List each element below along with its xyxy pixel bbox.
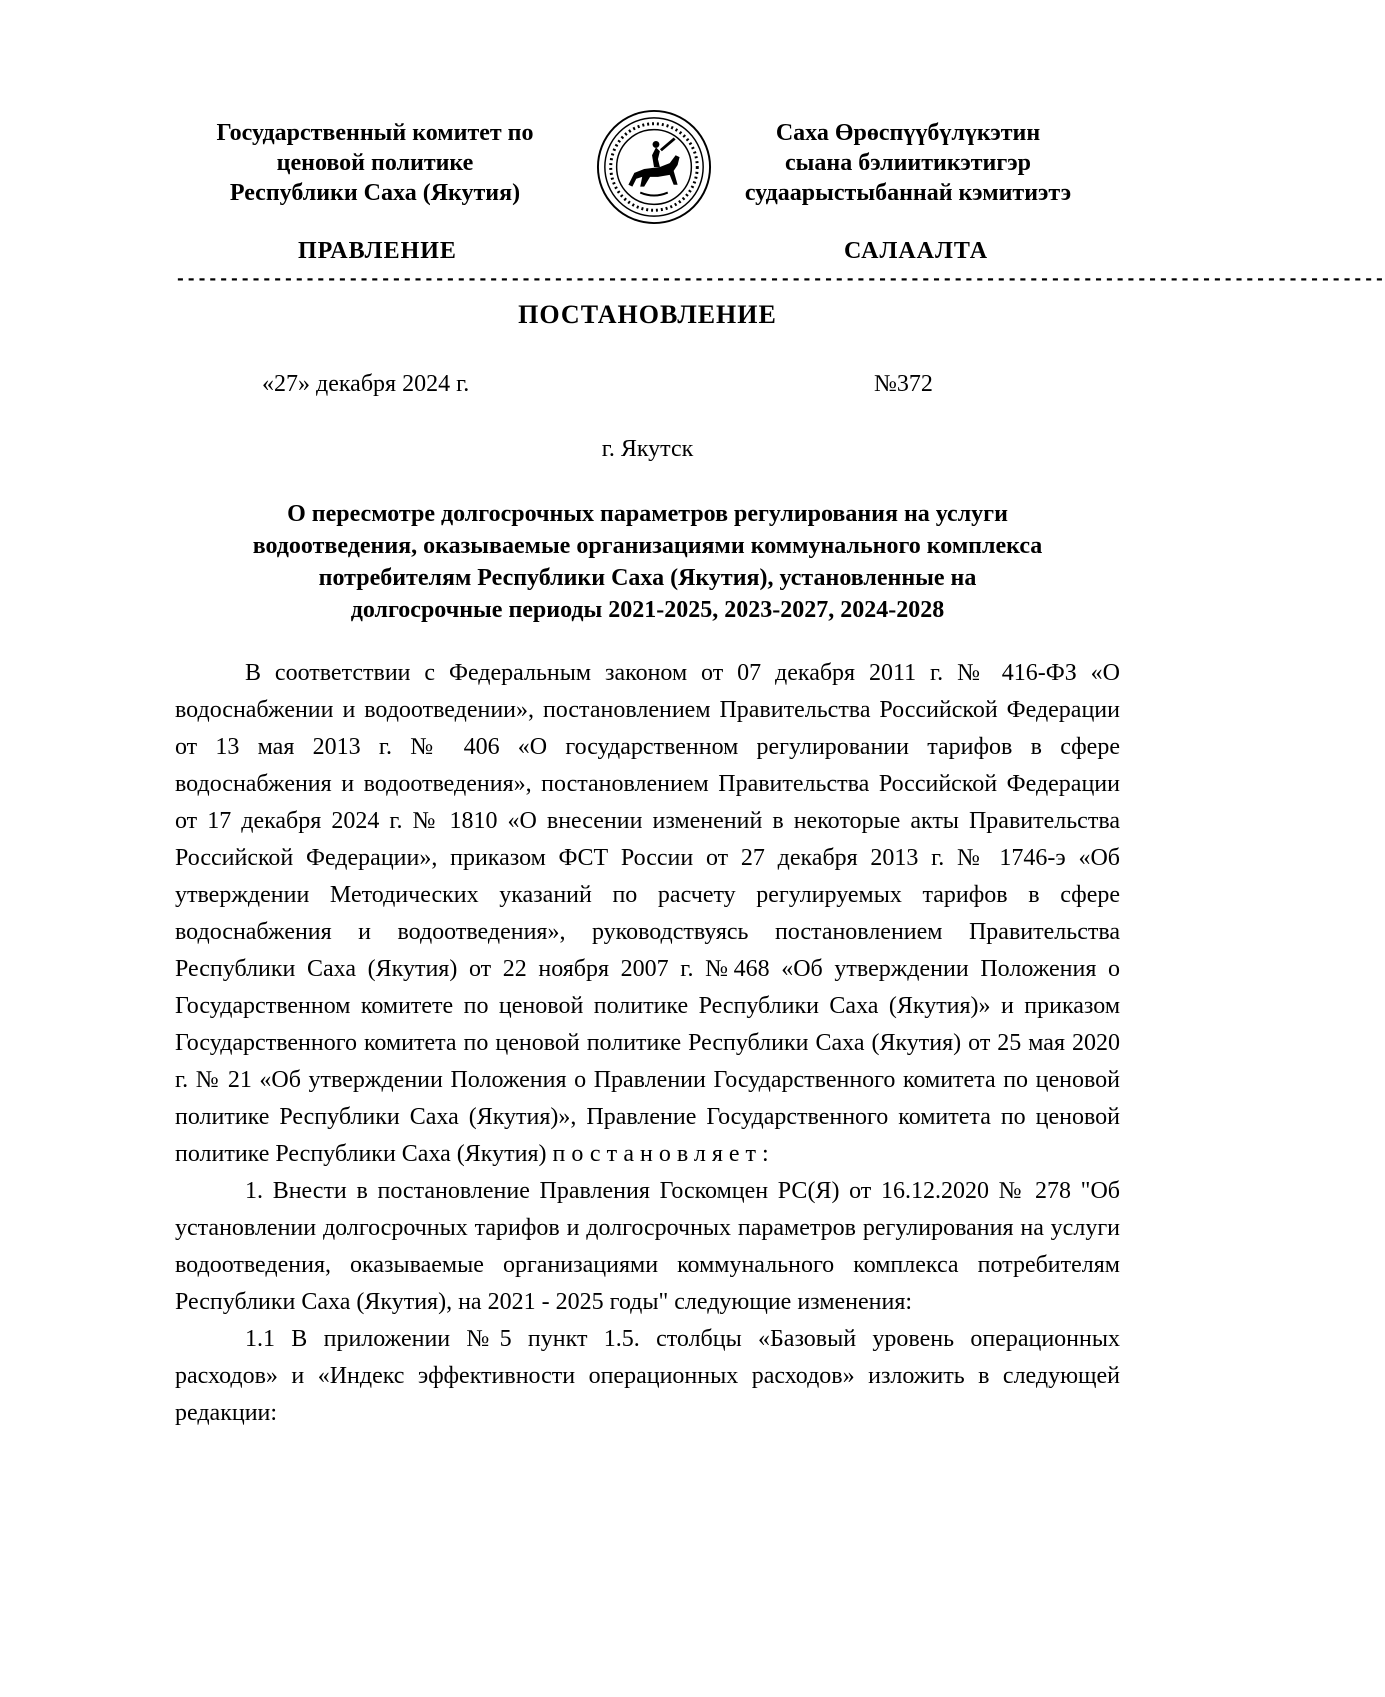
header-right-line: судаарыстыбаннай кэмитиэтэ bbox=[744, 180, 1072, 206]
header-left-line: Государственный комитет по bbox=[216, 120, 534, 146]
header-right-line: сыана бэлиитикэтигэр bbox=[784, 150, 1031, 176]
coat-of-arms-icon bbox=[595, 108, 713, 226]
separator-line: ---------------------------------------------------------------------------------------------------------------- bbox=[175, 270, 1385, 290]
document-body bbox=[175, 655, 1120, 1432]
heading-line: О пересмотре долгосрочных параметров регулирования на услуги bbox=[287, 501, 1008, 527]
document-city: г. Якутск bbox=[601, 436, 694, 462]
header-left-subtitle: ПРАВЛЕНИЕ bbox=[298, 238, 457, 264]
header-right-line: Саха Өрөспүүбүлүкэтин bbox=[775, 120, 1041, 146]
preamble-text: В соответствии с Федеральным законом от 07 декабря 2011 г. № 416-ФЗ «О водоснабжении и водоотведении», постановлением Правительства Российской Федерации от 13 мая 2013 г. № 406 «О государственном регулировании тарифов в сфере водоснабжения и водоотведения», постановлением Правительства Российской Федерации от 17 декабря 2024 г. № 1810 «О внесении изменений в некоторые акты Правительства Российской Федерации», приказом ФСТ России от 27 декабря 2013 г. № 1746-э «Об утверждении Методических указаний по расчету регулируемых тарифов в сфере водоснабжения и водоотведения», руководствуясь постановлением Правительства Республики Саха (Якутия) от 22 ноября 2007 г. №468 «Об утверждении Положения о Государственном комитете по ценовой политике Республики Саха (Якутия)» и приказом Государственного комитета по ценовой политике Республики Саха (Якутия) от 25 мая 2020 г. № 21 «Об утверждении Положения о Правлении Государственного комитета по ценовой политике Республики Саха (Якутия)», Правление Государственного комитета по ценовой политике Республики Саха (Якутия) bbox=[175, 660, 1120, 1167]
document-date: «27» декабря 2024 г. bbox=[262, 371, 470, 397]
heading-line: долгосрочные периоды 2021-2025, 2023-2027, 2024-2028 bbox=[350, 597, 945, 623]
item-1-1-paragraph: 1.1 В приложении №5 пункт 1.5. столбцы «Базовый уровень операционных расходов» и «Индекс эффективности операционных расходов» изложить в следующей редакции: bbox=[175, 1326, 1120, 1426]
header-right-org bbox=[718, 118, 1098, 208]
header-right-subtitle: САЛААЛТА bbox=[844, 238, 989, 264]
header-left-line: Республики Саха (Якутия) bbox=[229, 180, 521, 206]
header-left-org bbox=[190, 118, 560, 208]
preamble-paragraph bbox=[175, 655, 1120, 1173]
heading-line: водоотведения, оказываемые организациями коммунального комплекса bbox=[252, 533, 1043, 559]
item-1-paragraph: 1. Внести в постановление Правления Госкомцен РС(Я) от 16.12.2020 № 278 "Об установлении долгосрочных тарифов и долгосрочных параметров регулирования на услуги водоотведения, оказываемые организациями коммунального комплекса потребителям Республики Саха (Якутия), на 2021 - 2025 годы" следующие изменения: bbox=[175, 1178, 1120, 1315]
document-heading bbox=[175, 498, 1120, 626]
decree-word: постановляет: bbox=[552, 1141, 775, 1167]
header-left-line: ценовой политике bbox=[276, 150, 474, 176]
document-type: ПОСТАНОВЛЕНИЕ bbox=[518, 300, 777, 329]
heading-line: потребителям Республики Саха (Якутия), установленные на bbox=[318, 565, 977, 591]
document-number: №372 bbox=[874, 371, 933, 397]
